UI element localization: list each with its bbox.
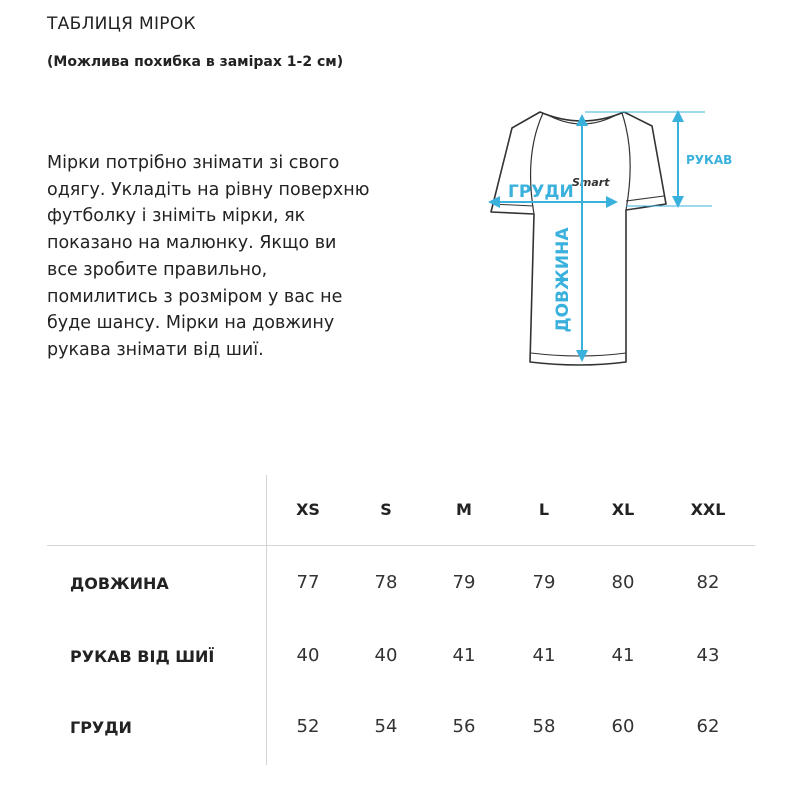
tshirt-diagram (420, 100, 750, 375)
table-cell: 79 (452, 572, 476, 593)
table-cell: 40 (296, 645, 320, 666)
measurement-instructions: Мірки потрібно знімати зі свого одягу. Укладіть на рівну поверхню футболку і зніміть мірки, як показано на малюнку. Якщо ви все зробите правильно, помилитись з розміром у вас не буде шансу. Мірки на довжину рукава знімати від шиї. (47, 153, 370, 360)
sleeve-arrow (672, 110, 684, 208)
tshirt-outline (491, 112, 666, 365)
size-header-l: L (538, 500, 550, 519)
table-cell: 62 (696, 716, 720, 737)
table-cell: 41 (532, 645, 556, 666)
row-label-length: ДОВЖИНА (70, 574, 169, 593)
table-cell: 41 (611, 645, 635, 666)
row-label-sleeve-from-neck: РУКАВ ВІД ШИЇ (70, 647, 215, 666)
table-cell: 78 (374, 572, 398, 593)
table-cell: 77 (296, 572, 320, 593)
table-cell: 58 (532, 716, 556, 737)
size-header-xs: XS (296, 500, 320, 519)
table-cell: 43 (696, 645, 720, 666)
size-header-xl: XL (611, 500, 635, 519)
size-header-m: M (456, 500, 472, 519)
length-label: ДОВЖИНА (553, 227, 573, 333)
table-cell: 54 (374, 716, 398, 737)
size-header-xxl: XXL (690, 500, 726, 519)
shirt-logo: Smart (572, 176, 610, 189)
table-cell: 60 (611, 716, 635, 737)
table-cell: 52 (296, 716, 320, 737)
chest-label: ГРУДИ (508, 182, 574, 202)
table-cell: 41 (452, 645, 476, 666)
raglan-seam-right (622, 113, 630, 210)
table-divider-horizontal (47, 545, 755, 546)
table-cell: 79 (532, 572, 556, 593)
size-header-s: S (380, 500, 392, 519)
table-cell: 80 (611, 572, 635, 593)
sleeve-label: РУКАВ (686, 153, 733, 167)
page-title: ТАБЛИЦЯ МІРОК (47, 14, 196, 34)
table-cell: 40 (374, 645, 398, 666)
sleeve-hem-right (626, 196, 664, 201)
table-cell: 82 (696, 572, 720, 593)
row-label-chest: ГРУДИ (70, 718, 132, 737)
length-arrow (576, 114, 588, 362)
measurement-error-note: (Можлива похибка в замірах 1-2 см) (47, 54, 344, 70)
table-cell: 56 (452, 716, 476, 737)
table-divider-vertical (266, 475, 267, 765)
